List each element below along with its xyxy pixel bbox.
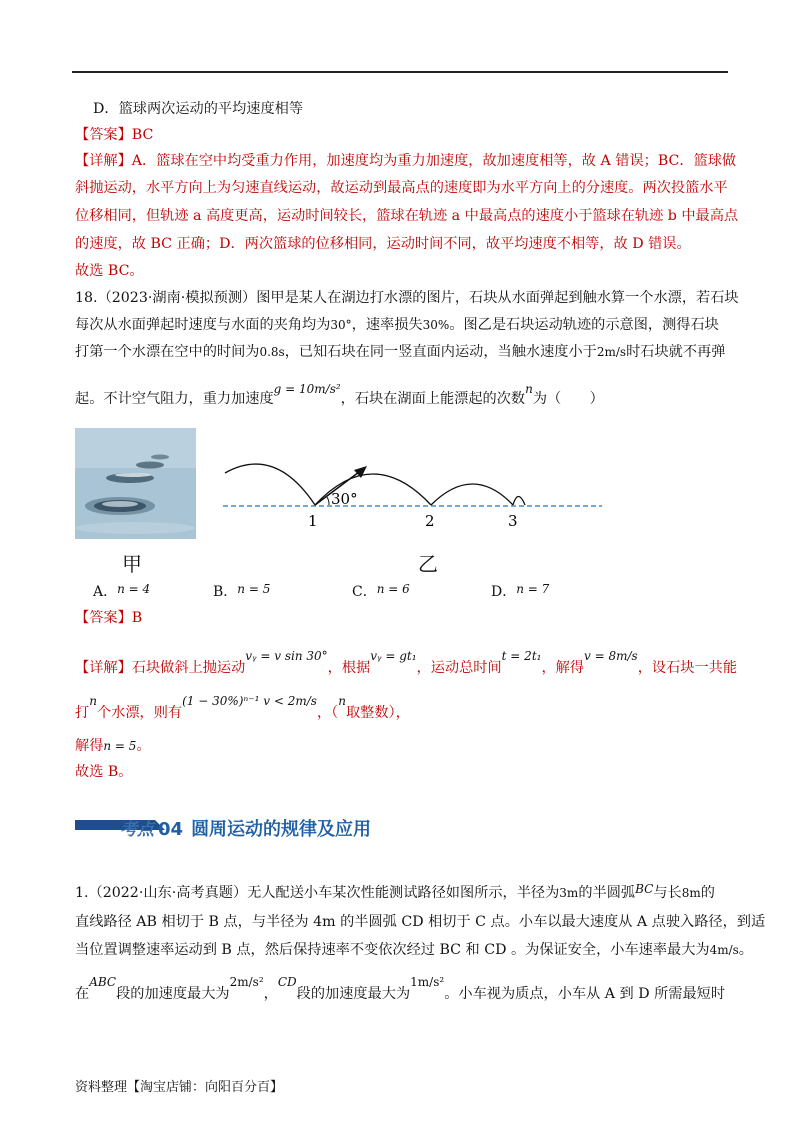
label-yi: 乙 <box>418 552 438 576</box>
solve-18: 解得n = 5。 <box>75 738 151 754</box>
answer-18: 【答案】B <box>75 610 143 626</box>
loss-value: 30% <box>422 318 450 332</box>
arc-second <box>431 484 513 505</box>
detail-line: 的速度，故 BC 正确；D．两次篮球的位移相同，运动时间不同，故平均速度不相等，故 D 错误。 <box>75 236 691 252</box>
detail-line: 位移相同，但轨迹 a 高度更高，运动时间较长，篮球在轨迹 a 中最高点的速度小于篮球在轨迹 b 中最高点 <box>75 208 739 224</box>
q1-line4: 在$^{ABC}$段的加速度最大为$^{2m/s^2}$，$^{CD}$段的加速度最大为$^{1m/s^2}$。小车视为质点，小车从 A 到 D 所需最短时 <box>75 975 726 1002</box>
q1-line2: 直线路径 AB 相切于 B 点，与半径为 4m 的半圆弧 CD 相切于 C 点。小车以最大速度从 A 点驶入路径，到适 <box>75 914 766 930</box>
vmin-value: 2m/s <box>596 345 627 359</box>
option-d-18: D．n = 7 <box>491 582 550 600</box>
section-title: 考点 04 圆周运动的规律及应用 <box>120 819 372 840</box>
n-symbol: n <box>525 382 533 396</box>
q18-line2: 每次从水面弹起时速度与水面的夹角均为30°，速率损失30%。图乙是石块运动轨迹的示意图，测得石块 <box>75 317 719 333</box>
answer-prev: 【答案】BC <box>75 127 154 143</box>
photo-stone-skipping <box>75 428 196 539</box>
point-label: 2 <box>425 512 435 530</box>
q18-line1: 18.（2023·湖南·模拟预测）图甲是某人在湖边打水漂的图片，石块从水面弹起到触水算一个水漂，若石块 <box>75 290 739 306</box>
q1-line3: 当位置调整速率运动到 B 点，然后保持速率不变依次经过 BC 和 CD 。为保证安全，小车速率最大为4m/s。 <box>75 942 753 958</box>
footer-source: 资料整理【淘宝店铺：向阳百分百】 <box>75 1080 284 1095</box>
q1-line1: 1.（2022·山东·高考真题）无人配送小车某次性能测试路径如图所示，半径为3m的半圆弧$^{BC}$与长8m的 <box>75 882 715 901</box>
q18-line4: 起。不计空气阻力，重力加速度$^{g = 10m/s^2}$，石块在湖面上能漂起的次数$^n$为（ ） <box>75 382 604 407</box>
time-value: 0.8s <box>259 345 285 359</box>
angle-arc <box>327 497 329 505</box>
point-label: 1 <box>308 512 318 530</box>
option-b: B．n = 5 <box>213 582 271 600</box>
q18-line3: 打第一个水漂在空中的时间为0.8s，已知石块在同一竖直面内运动，当触水速度小于2m/s时石块就不再弹 <box>75 344 726 360</box>
detail-line: 【详解】A．篮球在空中均受重力作用，加速度均为重力加速度，故加速度相等，故 A 错误；BC．篮球做 <box>75 153 737 169</box>
angle-label: 30° <box>331 490 358 508</box>
detail-18-line1: 【详解】石块做斜上抛运动$^{vᵧ = v sin 30^\circ}$，根据$^{vᵧ = gt_1}$，运动总时间$^{t = 2t_1}$，解得$^{v = 8m/s}$，设石块一共能 <box>75 649 738 676</box>
choose-18: 故选 B。 <box>75 764 133 780</box>
header-rule <box>72 71 728 73</box>
point-label: 3 <box>508 512 518 530</box>
option-a: A．n = 4 <box>93 582 151 600</box>
angle-value: 30° <box>330 318 352 332</box>
option-c: C．n = 6 <box>352 582 410 600</box>
detail-line: 斜抛运动，水平方向上为匀速直线运动，故运动到最高点的速度即为水平方向上的分速度。两次投篮水平 <box>75 180 728 196</box>
arc-third <box>513 497 525 506</box>
label-jia: 甲 <box>122 552 142 576</box>
choose-prev: 故选 BC。 <box>75 263 144 279</box>
trajectory-diagram <box>215 455 610 535</box>
arc-incoming <box>225 464 315 505</box>
g-value: g = 10m/s² <box>273 382 341 396</box>
detail-18-line2: 打$^n$个水漂，则有$^{(1 - 30\%)^{n-1} v < 2m/s}$，（$^n$取整数）， <box>75 694 410 721</box>
option-d: D．篮球两次运动的平均速度相等 <box>93 101 304 117</box>
